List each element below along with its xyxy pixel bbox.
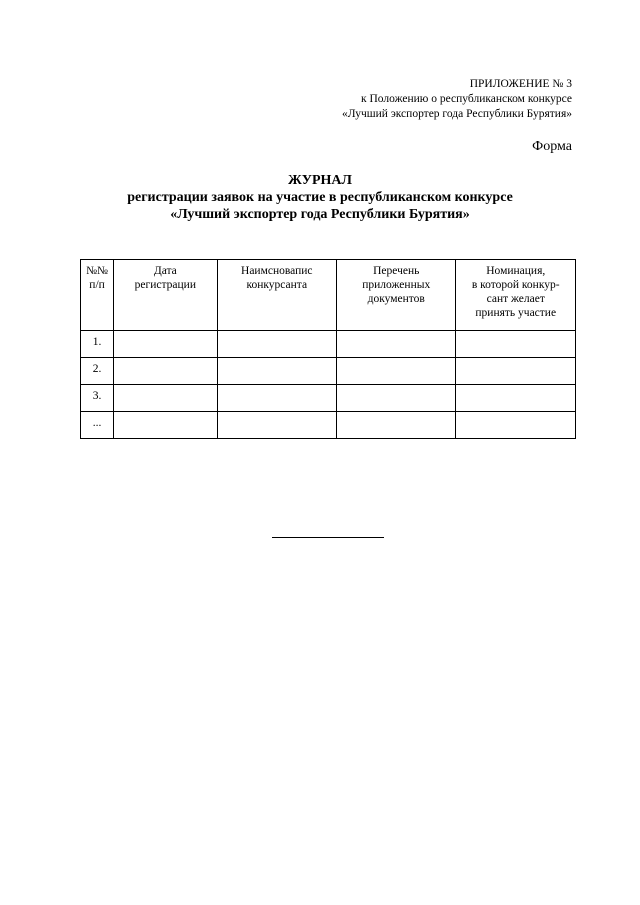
- cell-documents: [337, 331, 456, 358]
- title-main: ЖУРНАЛ: [288, 173, 352, 188]
- cell-nomination: [456, 385, 576, 412]
- header-documents: Перечень приложенных документов: [337, 260, 456, 331]
- table-row: [81, 358, 576, 385]
- header-date: Дата регистрации: [114, 260, 217, 331]
- form-label: Форма: [532, 139, 572, 154]
- header-nomination: Номинация, в которой конкур- сант желает принять участие: [456, 260, 576, 331]
- appendix-reference: к Положению о республиканском конкурсе: [361, 93, 572, 105]
- title-subtitle: регистрации заявок на участие в республиканском конкурсе: [127, 190, 513, 205]
- cell-nomination: [456, 331, 576, 358]
- row-number: ...: [81, 412, 114, 439]
- document-title: [0, 172, 640, 223]
- cell-documents: [337, 358, 456, 385]
- title-contest-name: «Лучший экспортер года Республики Бурятия»: [170, 207, 470, 222]
- table-row: [81, 412, 576, 439]
- cell-date: [114, 358, 217, 385]
- cell-date: [114, 385, 217, 412]
- table-row: [81, 385, 576, 412]
- row-number: 1.: [81, 331, 114, 358]
- row-number: 3.: [81, 385, 114, 412]
- cell-contestant: [217, 412, 336, 439]
- row-number: 2.: [81, 358, 114, 385]
- cell-contestant: [217, 358, 336, 385]
- header-contestant: Наимсновапис конкурсанта: [217, 260, 336, 331]
- table-row: [81, 331, 576, 358]
- registration-table: [80, 259, 576, 439]
- cell-contestant: [217, 331, 336, 358]
- header-number: №№ п/п: [81, 260, 114, 331]
- appendix-number: ПРИЛОЖЕНИЕ № 3: [469, 78, 572, 90]
- cell-documents: [337, 412, 456, 439]
- cell-documents: [337, 385, 456, 412]
- cell-date: [114, 412, 217, 439]
- closing-divider: [272, 537, 384, 538]
- appendix-block: [342, 77, 572, 122]
- cell-nomination: [456, 412, 576, 439]
- cell-date: [114, 331, 217, 358]
- table-header-row: [81, 260, 576, 331]
- cell-nomination: [456, 358, 576, 385]
- cell-contestant: [217, 385, 336, 412]
- appendix-contest-name: «Лучший экспортер года Республики Бурятия»: [341, 108, 572, 120]
